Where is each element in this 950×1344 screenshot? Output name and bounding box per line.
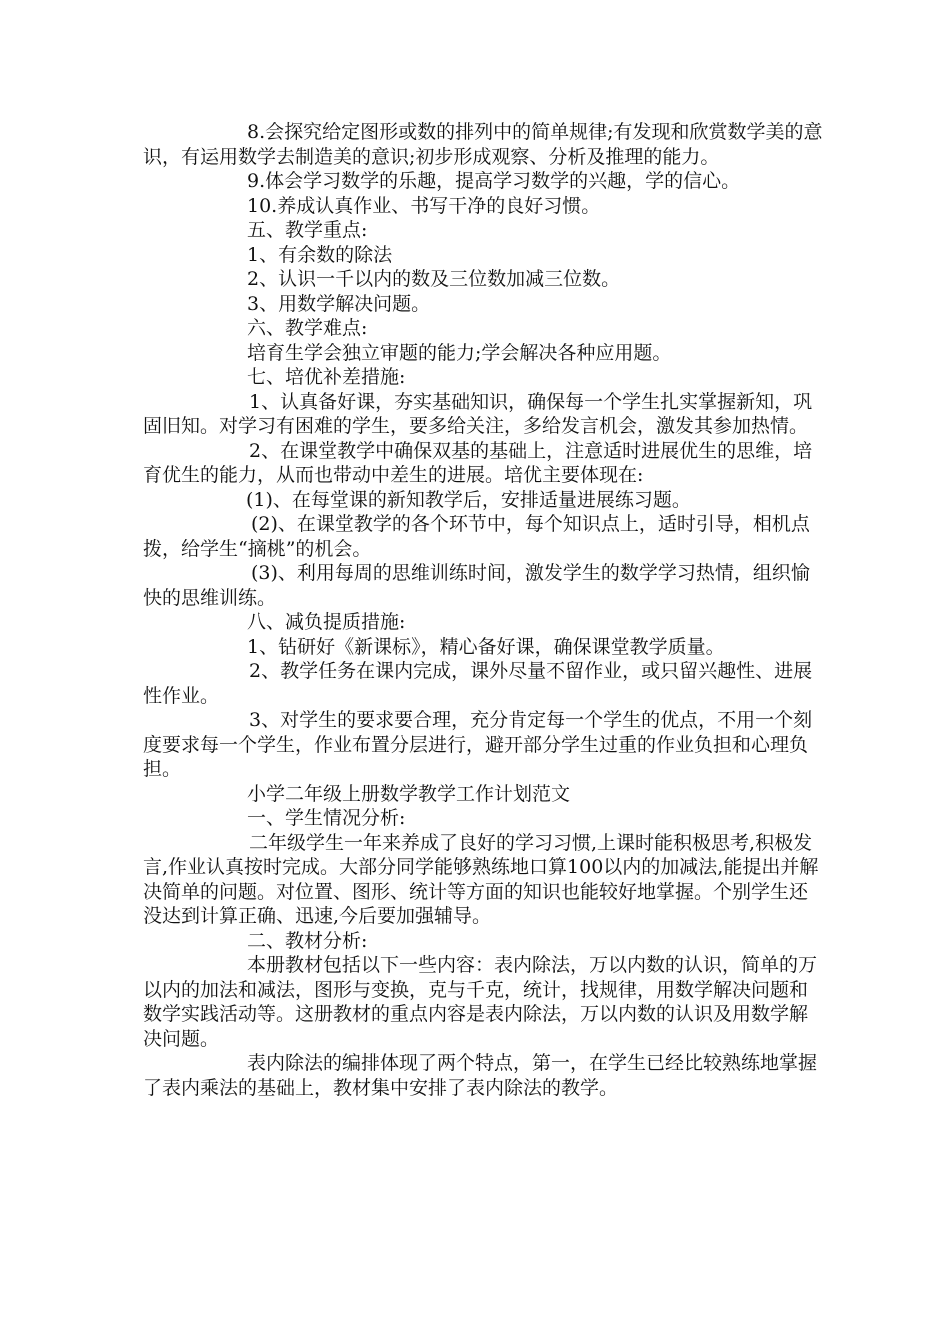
section-heading-difficulties: 六、教学难点: (247, 317, 368, 339)
difficulty-paragraph: 培育生学会独立审题的能力;学会解决各种应用题。 (247, 341, 672, 364)
tutoring-sub-item-2: (2)、在课堂教学的各个环节中，每个知识点上，适时引导，相机点拨，给学生“摘桃”的机会。 (143, 513, 810, 560)
section-heading-student-analysis: 一、学生情况分析: (247, 807, 406, 829)
goal-9-paragraph: 9.体会学习数学的乐趣，提高学习数学的兴趣，学的信心。 (247, 170, 741, 192)
student-analysis-paragraph: 二年级学生一年来养成了良好的学习习惯,上课时能积极思考,积极发言,作业认真按时完成。大部分同学能够熟练地口算100以内的加减法,能提出并解决简单的问题。对位置、图形、统计等方面的知识也能较好地掌握。个别学生还没达到计算正确、迅速,今后要加强辅导。 (143, 831, 819, 927)
division-features-paragraph: 表内除法的编排体现了两个特点，第一，在学生已经比较熟练地掌握了表内乘法的基础上，教材集中安排了表内除法的教学。 (143, 1052, 818, 1099)
goal-10-paragraph: 10.养成认真作业、书写干净的良好习惯。 (247, 194, 601, 217)
key-point-2: 2、认识一千以内的数及三位数加减三位数。 (247, 268, 621, 290)
burden-measure-1: 1、钻研好《新课标》，精心备好课，确保课堂教学质量。 (247, 635, 725, 658)
section-heading-key-points: 五、教学重点: (247, 219, 368, 241)
key-point-1: 1、有余数的除法 (247, 243, 393, 266)
burden-measure-3: 3、对学生的要求要合理，充分肯定每一个学生的优点，不用一个刻度要求每一个学生，作业布置分层进行，避开部分学生过重的作业负担和心理负担。 (143, 709, 813, 780)
goal-8-paragraph: 8.会探究给定图形或数的排列中的简单规律;有发现和欣赏数学美的意识，有运用数学去制造美的意识;初步形成观察、分析及推理的能力。 (143, 121, 823, 168)
textbook-content-paragraph: 本册教材包括以下一些内容：表内除法，万以内数的认识，简单的万以内的加法和减法，图形与变换，克与千克，统计，找规律，用数学解决问题和数学实践活动等。这册教材的重点内容是表内除法，万以内数的认识及用数学解决问题。 (143, 954, 818, 1050)
burden-measure-2: 2、教学任务在课内完成，课外尽量不留作业，或只留兴趣性、进展性作业。 (143, 660, 813, 707)
key-point-3: 3、用数学解决问题。 (247, 292, 431, 315)
tutoring-measure-1: 1、认真备好课，夯实基础知识，确保每一个学生扎实掌握新知，巩固旧知。对学习有困难的学生，要多给关注，多给发言机会，激发其参加热情。 (143, 390, 813, 437)
document-body (143, 120, 823, 1100)
tutoring-measure-2: 2、在课堂教学中确保双基的基础上，注意适时进展优生的思维，培育优生的能力，从而也带动中差生的进展。培优主要体现在: (143, 439, 813, 486)
tutoring-sub-item-1: (1)、在每堂课的新知教学后，安排适量进展练习题。 (246, 488, 691, 511)
article-title: 小学二年级上册数学教学工作计划范文 (247, 782, 571, 805)
section-heading-textbook-analysis: 二、教材分析: (247, 929, 368, 952)
section-heading-burden-reduction: 八、减负提质措施: (247, 611, 406, 633)
tutoring-sub-item-3: (3)、利用每周的思维训练时间，激发学生的数学学习热情，组织愉快的思维训练。 (143, 562, 810, 609)
section-heading-tutoring-measures: 七、培优补差措施: (247, 366, 406, 388)
